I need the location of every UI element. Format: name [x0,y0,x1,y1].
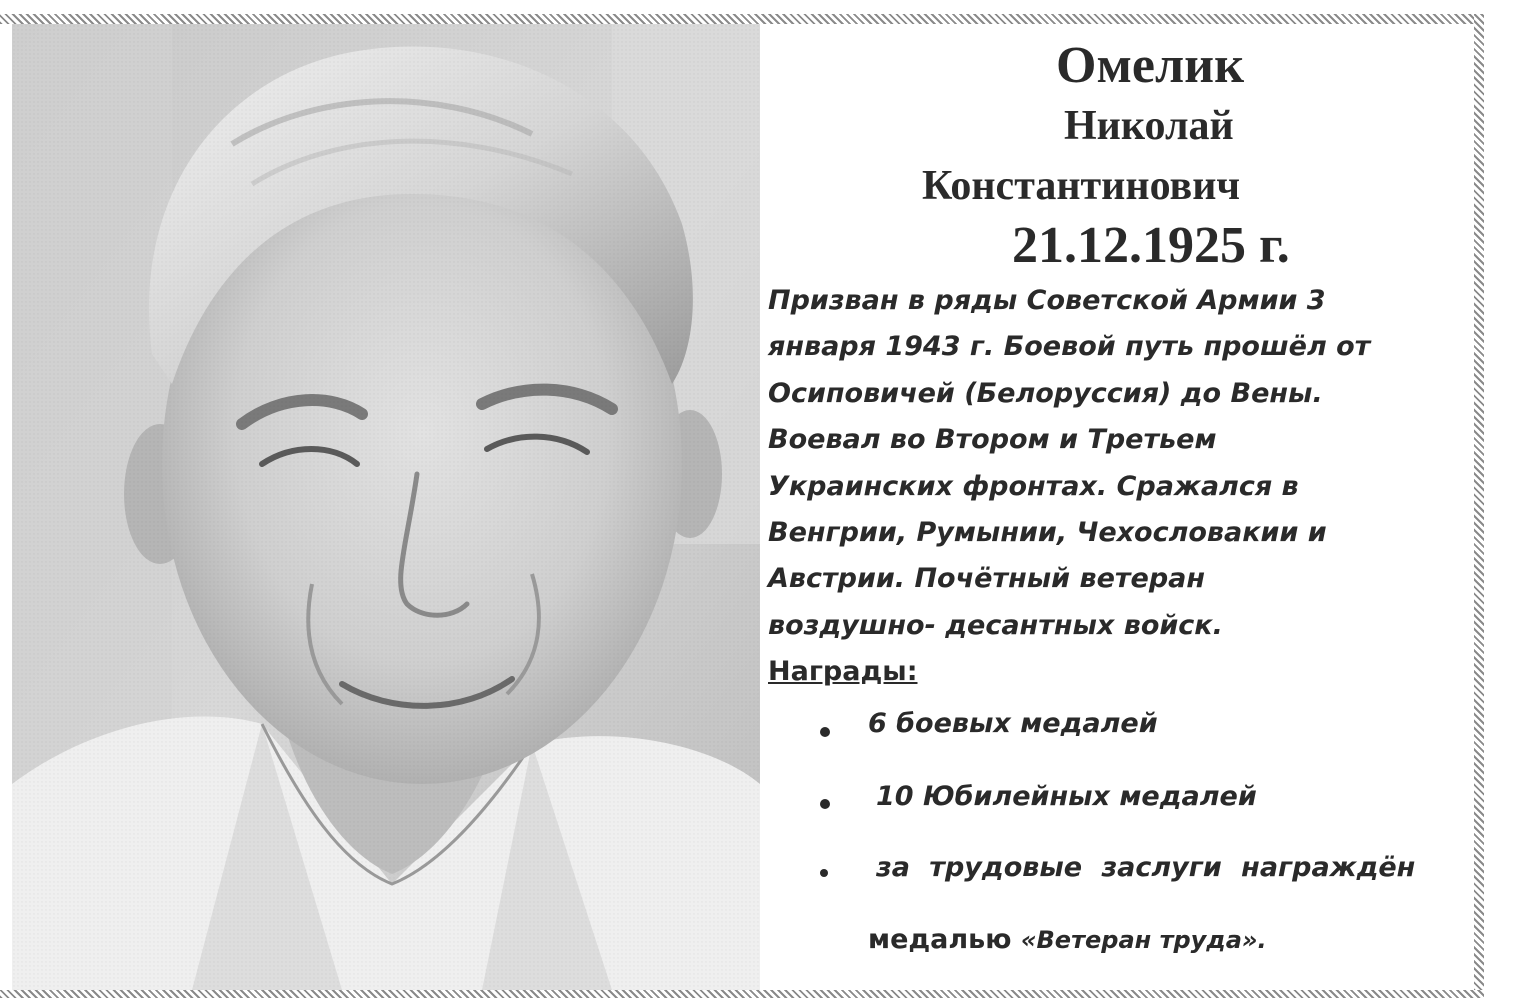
award-continuation-prefix: медалью [868,924,1021,955]
bullet-icon [820,727,830,737]
surname: Омелик [1056,37,1245,94]
bullet-icon [820,869,828,877]
bio-line: воздушно- десантных войск. [768,609,1223,641]
bio-line: Осиповичей (Белоруссия) до Вены. [768,377,1323,409]
bio-line: Австрии. Почётный ветеран [768,563,1206,595]
bio-line: Призван в ряды Советской Армии 3 [768,285,1326,316]
portrait-photo [12,24,760,990]
first-name: Николай [1064,103,1234,149]
biography [768,278,1468,649]
birth-date: 21.12.1925 г. [1012,217,1290,274]
awards-heading: Награды: [768,656,918,687]
info-panel [764,24,1470,990]
award-item: 6 боевых медалей [868,708,1158,739]
award-item-continuation [868,924,1267,955]
bio-line: Воевал во Втором и Третьем [768,424,1217,456]
hatched-border-right [1474,14,1484,998]
award-medal-name: «Ветеран труда». [1020,926,1267,954]
award-item: 10 Юбилейных медалей [876,781,1257,812]
hatched-border-top [0,14,1484,24]
award-item: за трудовые заслуги награждён [876,852,1416,883]
bullet-icon [820,799,830,809]
patronymic: Константинович [922,163,1241,209]
bio-line: Украинских фронтах. Сражался в [768,470,1299,502]
portrait-illustration [12,24,760,990]
bio-line: Венгрии, Румынии, Чехословакии и [768,517,1327,549]
bio-line: января 1943 г. Боевой путь прошёл от [768,331,1371,363]
hatched-border-bottom [0,990,1484,998]
